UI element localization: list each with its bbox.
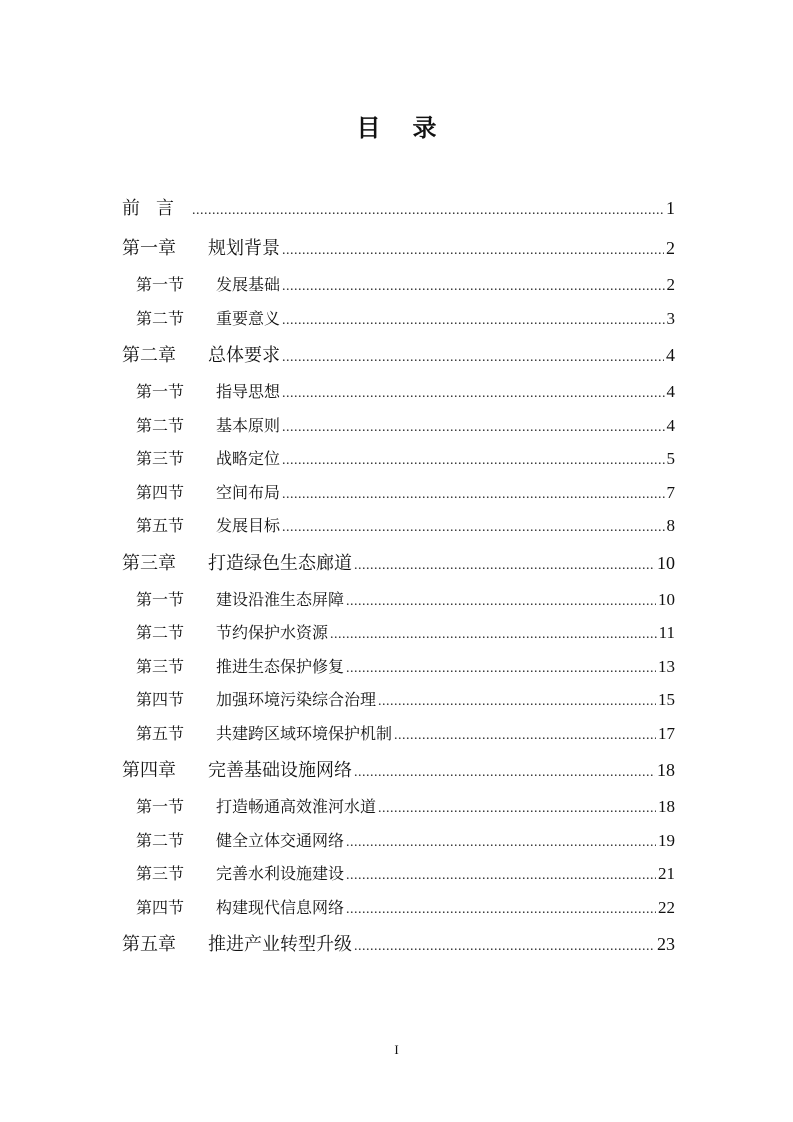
toc-entry-number: 第五章	[122, 934, 176, 955]
toc-dot-leader	[354, 546, 655, 586]
footer-page-number: I	[394, 1042, 399, 1057]
toc-entry-title: 打造绿色生态廊道	[208, 552, 352, 574]
toc-chapter-entry[interactable]	[122, 750, 675, 790]
toc-entry-number: 第三节	[136, 864, 185, 883]
toc-entry-page-number: 21	[658, 864, 675, 883]
toc-entry-page-number: 18	[657, 760, 675, 780]
toc-dot-leader	[282, 338, 664, 378]
toc-entry-number: 第三章	[122, 552, 176, 574]
toc-entry-title: 推进产业转型升级	[208, 934, 352, 955]
toc-entry-number: 第五节	[136, 723, 185, 743]
toc-section-entry[interactable]	[122, 683, 675, 717]
toc-entry-page-number: 10	[658, 589, 675, 609]
toc-chapter-entry[interactable]	[122, 543, 675, 583]
toc-entry-title: 发展基础	[216, 275, 281, 294]
toc-dot-leader	[282, 231, 664, 271]
toc-dot-leader	[282, 478, 664, 512]
toc-section-entry[interactable]	[122, 650, 675, 684]
toc-entry-number: 第一节	[136, 797, 185, 816]
toc-entry-title: 空间布局	[216, 482, 281, 502]
toc-chapter-entry[interactable]	[122, 335, 675, 375]
toc-section-entry[interactable]	[122, 616, 675, 650]
toc-chapter-entry[interactable]	[122, 924, 675, 964]
toc-entry-title: 发展目标	[216, 516, 281, 535]
toc-entry-page-number: 13	[658, 656, 675, 676]
toc-entry-title: 构建现代信息网络	[216, 897, 345, 917]
toc-chapter-entry[interactable]	[122, 228, 675, 268]
toc-entry-page-number: 4	[666, 382, 675, 401]
toc-entry-page-number: 4	[666, 345, 675, 365]
toc-dot-leader	[346, 652, 656, 686]
toc-entry-page-number: 2	[666, 238, 675, 258]
toc-section-entry[interactable]	[122, 442, 675, 476]
toc-entry-title: 指导思想	[216, 382, 281, 401]
toc-section-entry[interactable]	[122, 583, 675, 617]
toc-entry-number: 第四节	[136, 690, 185, 709]
toc-section-entry[interactable]	[122, 891, 675, 925]
toc-entry-page-number: 2	[666, 275, 675, 294]
toc-entry-number: 第二节	[136, 623, 185, 642]
toc-dot-leader	[346, 585, 656, 619]
toc-entry-title: 完善水利设施建设	[216, 864, 345, 883]
toc-entry-page-number: 5	[666, 449, 675, 468]
table-of-contents	[122, 188, 675, 964]
toc-entry-title: 完善基础设施网络	[208, 760, 352, 781]
toc-entry-number: 第四节	[136, 482, 185, 502]
toc-dot-leader	[282, 444, 664, 478]
toc-entry-page-number: 3	[666, 308, 675, 328]
toc-entry-page-number: 11	[658, 623, 675, 642]
toc-entry-title: 加强环境污染综合治理	[216, 690, 377, 709]
toc-section-entry[interactable]	[122, 857, 675, 891]
toc-entry-title: 战略定位	[216, 449, 281, 468]
toc-section-entry[interactable]	[122, 509, 675, 543]
toc-dot-leader	[330, 618, 657, 652]
toc-entry-title: 节约保护水资源	[216, 623, 329, 642]
toc-entry-title: 推进生态保护修复	[216, 656, 345, 676]
toc-dot-leader	[192, 191, 664, 231]
toc-dot-leader	[346, 859, 656, 893]
toc-entry-number: 第一节	[136, 589, 185, 609]
toc-dot-leader	[346, 826, 656, 860]
toc-dot-leader	[378, 685, 656, 719]
toc-section-entry[interactable]	[122, 375, 675, 409]
toc-entry-title: 健全立体交通网络	[216, 830, 345, 850]
toc-section-entry[interactable]	[122, 790, 675, 824]
toc-entry-number: 第一节	[136, 275, 185, 294]
toc-entry-page-number: 23	[657, 934, 675, 954]
toc-dot-leader	[346, 893, 656, 927]
toc-entry-page-number: 1	[666, 198, 675, 218]
toc-chapter-entry[interactable]	[122, 188, 675, 228]
toc-entry-title: 打造畅通高效淮河水道	[216, 797, 377, 816]
toc-entry-number: 第二章	[122, 345, 176, 366]
toc-section-entry[interactable]	[122, 824, 675, 858]
toc-entry-number: 第二节	[136, 415, 185, 435]
toc-entry-page-number: 15	[658, 690, 675, 709]
toc-entry-number: 第一章	[122, 238, 176, 259]
toc-entry-number: 第五节	[136, 516, 185, 535]
toc-dot-leader	[282, 411, 664, 445]
toc-entry-number: 第四节	[136, 897, 185, 917]
toc-entry-number: 第三节	[136, 449, 185, 468]
toc-entry-page-number: 22	[658, 897, 675, 917]
toc-entry-number: 第四章	[122, 760, 176, 781]
toc-entry-page-number: 18	[658, 797, 675, 816]
toc-entry-page-number: 8	[666, 516, 675, 535]
toc-entry-page-number: 19	[658, 830, 675, 850]
toc-entry-title: 重要意义	[216, 308, 281, 328]
toc-section-entry[interactable]	[122, 717, 675, 751]
toc-dot-leader	[282, 270, 664, 304]
toc-dot-leader	[282, 304, 664, 338]
toc-entry-title: 前言	[122, 198, 190, 219]
toc-entry-title: 基本原则	[216, 415, 281, 435]
toc-section-entry[interactable]	[122, 476, 675, 510]
toc-entry-title: 总体要求	[208, 345, 280, 366]
toc-entry-number: 第二节	[136, 830, 185, 850]
toc-entry-number: 第二节	[136, 308, 185, 328]
toc-entry-title: 建设沿淮生态屏障	[216, 589, 345, 609]
toc-dot-leader	[354, 927, 655, 967]
toc-section-entry[interactable]	[122, 302, 675, 336]
toc-entry-title: 规划背景	[208, 238, 280, 259]
toc-dot-leader	[282, 377, 664, 411]
page-title: 目录	[356, 114, 469, 142]
toc-dot-leader	[354, 753, 655, 793]
toc-entry-title: 共建跨区域环境保护机制	[216, 723, 393, 743]
toc-entry-page-number: 17	[658, 723, 675, 743]
toc-entry-page-number: 7	[666, 482, 675, 502]
toc-entry-page-number: 4	[666, 415, 675, 435]
toc-dot-leader	[282, 511, 664, 545]
toc-section-entry[interactable]	[122, 409, 675, 443]
toc-entry-page-number: 10	[657, 552, 675, 573]
toc-entry-number: 第一节	[136, 382, 185, 401]
toc-dot-leader	[378, 792, 656, 826]
toc-dot-leader	[394, 719, 656, 753]
toc-entry-number: 第三节	[136, 656, 185, 676]
toc-section-entry[interactable]	[122, 268, 675, 302]
